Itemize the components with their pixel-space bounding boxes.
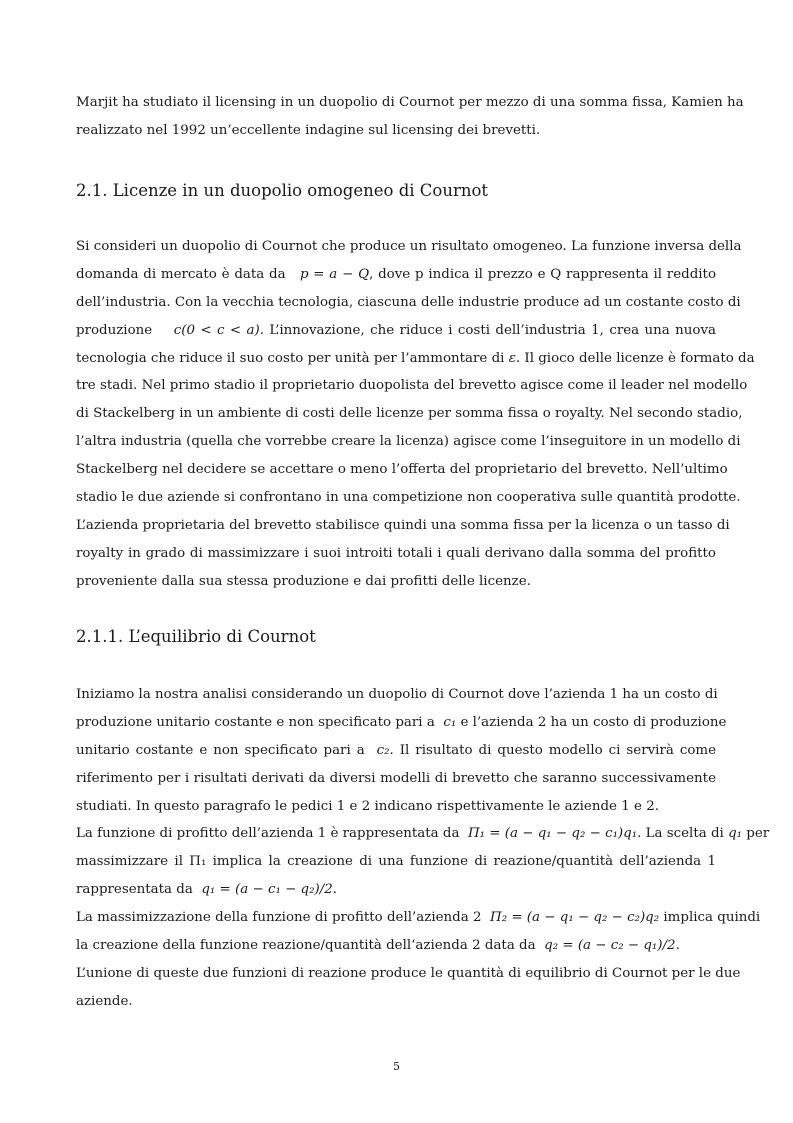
text-line: aziende. — [76, 993, 133, 1009]
text-line: stadio le due aziende si confrontano in una competizione non cooperativa sulle quantità prodotte. — [76, 490, 741, 506]
text-line: tecnologia che riduce il suo costo per unità per l’ammontare di ε. Il gioco delle licenze è formato da — [76, 350, 755, 366]
text-line: riferimento per i risultati derivati da diversi modelli di brevetto che saranno successivamente — [76, 770, 716, 786]
section-heading-2-1: 2.1. Licenze in un duopolio omogeneo di Cournot — [76, 181, 489, 200]
profit-function-2: Π₂ = (a − q₁ − q₂ − c₂)q₂ — [490, 910, 660, 926]
reaction-function-1: q₁ = (a − c₁ − q₂)/2 — [201, 882, 333, 898]
text-line: massimizzare il Π₁ implica la creazione di una funzione di reazione/quantità dell’azienda 1 — [76, 854, 716, 870]
text-line: produzione c(0 < c < a). L’innovazione, che riduce i costi dell’industria 1, crea una nuova — [76, 322, 717, 338]
text-line: la creazione della funzione reazione/quantità dell‘azienda 2 data da q₂ = (a − c₂ − q₁)/2. — [76, 938, 680, 954]
text-line: Stackelberg nel decidere se accettare o meno l’offerta del proprietario del brevetto. Nell’ultimo — [76, 462, 728, 478]
cost-formula: c(0 < c < a) — [173, 322, 260, 338]
text-line: l’altra industria (quella che vorrebbe creare la licenza) agisce come l’inseguitore in un modello di — [76, 434, 741, 450]
text-line: La massimizzazione della funzione di profitto dell’azienda 2 Π₂ = (a − q₁ − q₂ − c₂)q₂ implica quindi — [76, 910, 761, 926]
text-line: produzione unitario costante e non specificato pari a c₁ e l’azienda 2 ha un costo di produzione — [76, 714, 727, 730]
text-line: studiati. In questo paragrafo le pedici 1 e 2 indicano rispettivamente le aziende 1 e 2. — [76, 798, 659, 814]
text-line: domanda di mercato è data da p = a − Q, dove p indica il prezzo e Q rappresenta il reddito — [76, 266, 717, 282]
text-line: royalty in grado di massimizzare i suoi introiti totali i quali derivano dalla somma del profitto — [76, 545, 716, 561]
text-line: rappresentata da q₁ = (a − c₁ − q₂)/2. — [76, 882, 338, 898]
text-line: L’unione di queste due funzioni di reazione produce le quantità di equilibrio di Cournot per le due — [76, 965, 741, 981]
section-2-1-paragraph — [76, 233, 755, 596]
reaction-function-2: q₂ = (a − c₂ − q₁)/2 — [544, 938, 676, 954]
text-line: L’azienda proprietaria del brevetto stabilisce quindi una somma fissa per la licenza o un tasso di — [76, 517, 730, 533]
inverse-demand-formula: p = a − Q — [299, 266, 370, 282]
text-line: tre stadi. Nel primo stadio il proprietario duopolista del brevetto agisce come il leader nel modello — [76, 378, 748, 394]
text-line: Si consideri un duopolio di Cournot che produce un risultato omogeneo. La funzione inversa della — [76, 239, 742, 254]
text-line: La funzione di profitto dell’azienda 1 è rappresentata da Π₁ = (a − q₁ − q₂ − c₁)q₁. La scelta di q₁ per — [76, 826, 770, 842]
text-line: Marjit ha studiato il licensing in un duopolio di Cournot per mezzo di una somma fissa, Kamien ha — [76, 95, 744, 110]
epsilon-symbol: ε — [508, 350, 516, 366]
section-2-1-1-paragraph — [76, 681, 770, 1016]
text-line: di Stackelberg in un ambiente di costi delle licenze per somma fissa o royalty. Nel secondo stadio, — [76, 406, 743, 422]
cost-c1: c₁ — [443, 714, 457, 730]
intro-paragraph — [76, 89, 744, 145]
text-line: Iniziamo la nostra analisi considerando un duopolio di Cournot dove l’azienda 1 ha un costo di — [76, 687, 718, 702]
cost-c2: c₂ — [376, 742, 390, 758]
text-line: unitario costante e non specificato pari a c₂. Il risultato di questo modello ci servirà come — [76, 742, 717, 758]
quantity-q1: q₁ — [728, 826, 743, 842]
section-heading-2-1-1: 2.1.1. L’equilibrio di Cournot — [76, 627, 316, 646]
profit-function-1: Π₁ = (a − q₁ − q₂ − c₁)q₁ — [468, 826, 638, 842]
text-line: proveniente dalla sua stessa produzione e dai profitti delle licenze. — [76, 573, 531, 589]
page-number: 5 — [393, 1060, 400, 1073]
text-line: realizzato nel 1992 un’eccellente indagine sul licensing dei brevetti. — [76, 122, 541, 138]
text-line: dell’industria. Con la vecchia tecnologia, ciascuna delle industrie produce ad un costante costo di — [76, 294, 741, 310]
profit-symbol-1: Π₁ — [189, 854, 207, 870]
